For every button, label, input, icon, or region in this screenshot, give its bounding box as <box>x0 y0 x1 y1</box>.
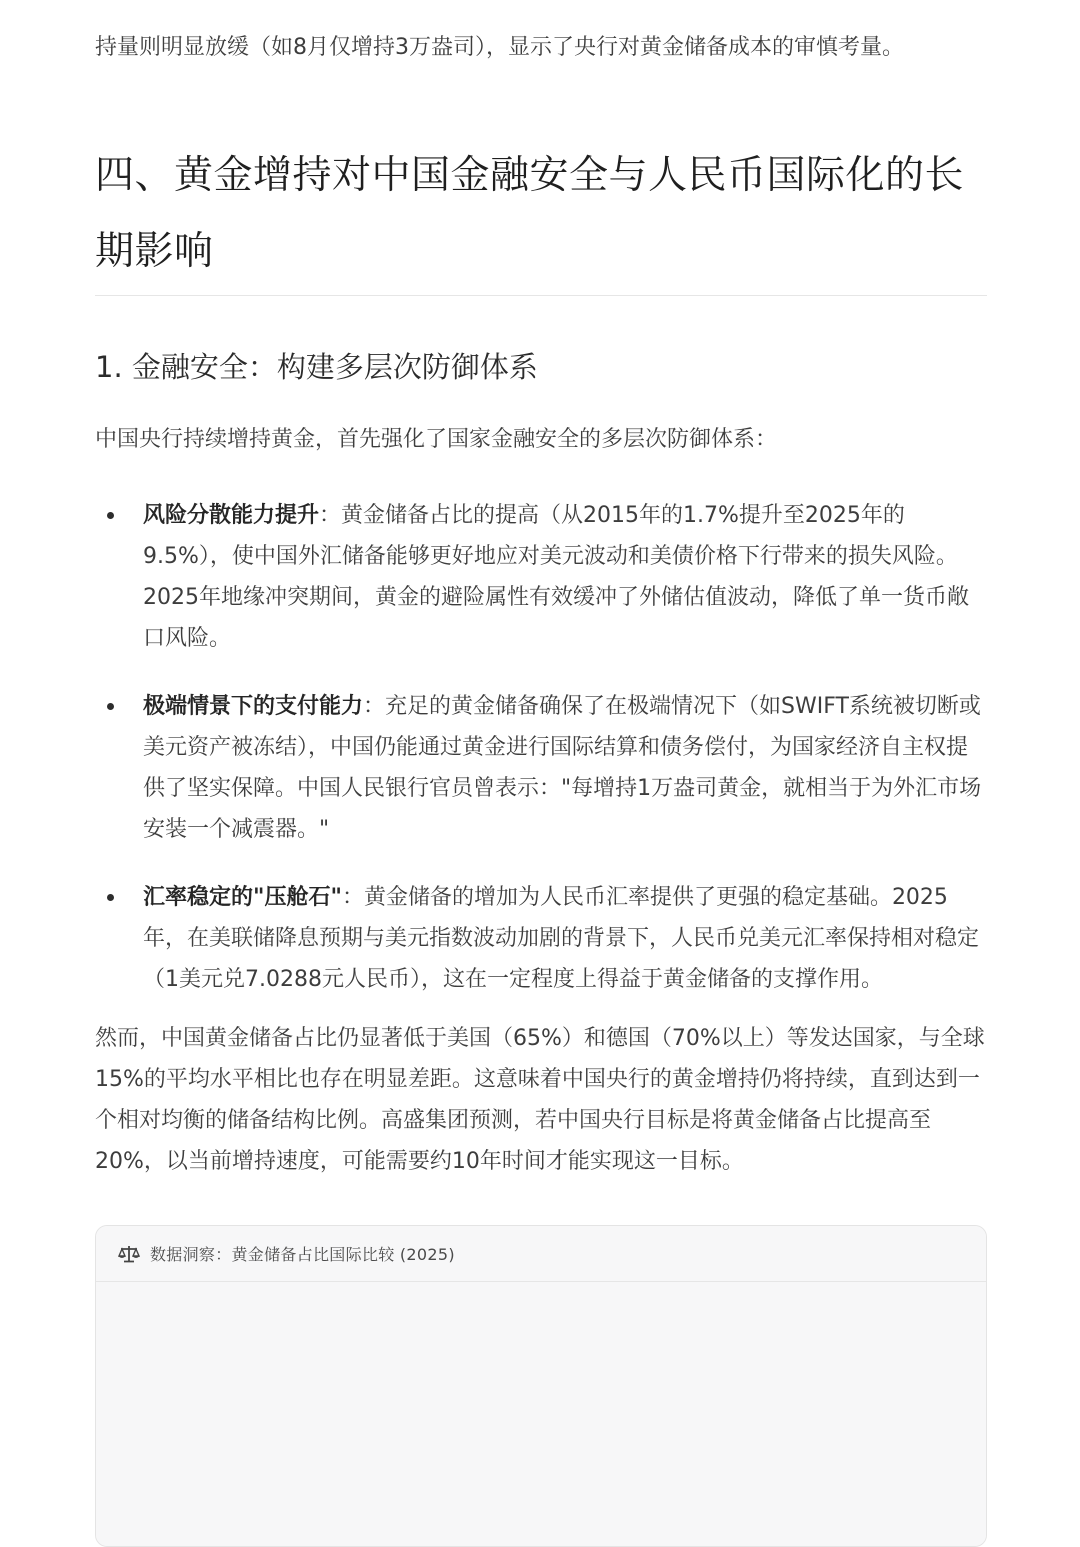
heading-divider <box>95 295 987 296</box>
bullet-text: ：充足的黄金储备确保了在极端情况下（如SWIFT系统被切断或美元资产被冻结），中国仍能通过黄金进行国际结算和债务偿付，为国家经济自主权提供了坚实保障。中国人民银行官员曾表示："每增持1万盎司黄金，就相当于为外汇市场安装一个减震器。" <box>143 694 982 842</box>
bullet-dot <box>107 703 114 710</box>
bullet-title: 极端情景下的支付能力 <box>143 694 364 719</box>
bullet-item-fx-stability <box>95 877 987 1000</box>
bullet-title: 风险分散能力提升 <box>143 503 320 528</box>
intro-line: 持量则明显放缓（如8月仅增持3万盎司），显示了央行对黄金储备成本的审慎考量。 <box>95 35 904 60</box>
section-heading: 四、黄金增持对中国金融安全与人民币国际化的长期影响 <box>95 153 965 274</box>
bullet-dot <box>107 512 114 519</box>
insight-card-title: 数据洞察：黄金储备占比国际比较 (2025) <box>150 1245 455 1264</box>
bullet-list <box>95 495 987 1027</box>
lead-paragraph: 中国央行持续增持黄金，首先强化了国家金融安全的多层次防御体系： <box>95 427 778 452</box>
data-insight-card <box>95 1225 987 1547</box>
bullet-dot <box>107 894 114 901</box>
bullet-item-payment-capacity <box>95 686 987 850</box>
bullet-text: ：黄金储备的增加为人民币汇率提供了更强的稳定基础。2025年，在美联储降息预期与美元指数波动加剧的背景下，人民币兑美元汇率保持相对稳定（1美元兑7.0288元人民币），这在一定程度上得益于黄金储备的支撑作用。 <box>143 885 980 992</box>
bullet-title: 汇率稳定的"压舱石" <box>143 885 342 910</box>
closing-paragraph: 然而，中国黄金储备占比仍显著低于美国（65%）和德国（70%以上）等发达国家，与全球15%的平均水平相比也存在明显差距。这意味着中国央行的黄金增持仍将持续，直到达到一个相对均衡的储备结构比例。高盛集团预测，若中国央行目标是将黄金储备占比提高至20%，以当前增持速度，可能需要约10年时间才能实现这一目标。 <box>95 1026 985 1174</box>
scale-icon <box>118 1244 140 1264</box>
bullet-text: ：黄金储备占比的提高（从2015年的1.7%提升至2025年的9.5%），使中国外汇储备能够更好地应对美元波动和美债价格下行带来的损失风险。2025年地缘冲突期间，黄金的避险属性有效缓冲了外储估值波动，降低了单一货币敞口风险。 <box>143 503 969 651</box>
insight-card-header <box>96 1226 986 1282</box>
bullet-item-risk-diversification <box>95 495 987 659</box>
insight-card-body <box>96 1282 986 1546</box>
subsection-heading: 1. 金融安全：构建多层次防御体系 <box>95 350 538 384</box>
